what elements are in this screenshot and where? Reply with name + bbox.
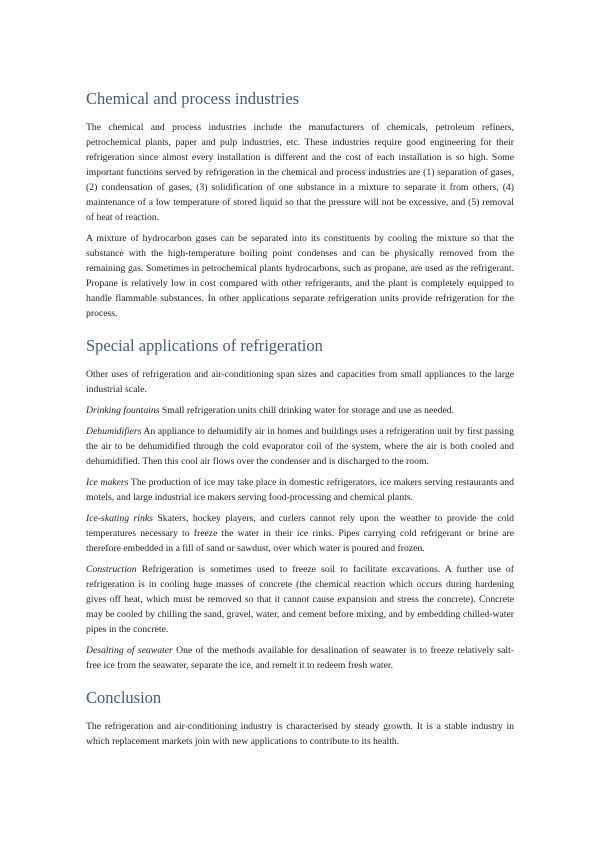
- term-construction: Construction: [86, 564, 137, 575]
- term-ice-makers: Ice makers: [86, 477, 129, 488]
- paragraph-dehumidifiers: [86, 424, 514, 469]
- term-dehumidifiers: Dehumidifiers: [86, 426, 142, 437]
- paragraph-chemical-1: The chemical and process industries include the manufacturers of chemicals, petroleum refiners, petrochemical plants, paper and pulp industries, etc. These industries require good engineering for their refrigeration since almost every installation is different and the cost of each installation is so high. Some important functions served by refrigeration in the chemical and process industries are (1) separation of gases, (2) condensation of gases, (3) solidification of one substance in a mixture to separate it from others, (4) maintenance of a low temperature of stored liquid so that the pressure will not be excessive, and (5) removal of heat of reaction.: [86, 122, 514, 223]
- document-page: [86, 88, 514, 749]
- text-ice-makers: The production of ice may take place in domestic refrigerators, ice makers serving restaurants and motels, and large industrial ice makers serving food-processing and chemical plants.: [86, 477, 514, 503]
- text-dehumidifiers: An appliance to dehumidify air in homes and buildings uses a refrigeration unit by first passing the air to be dehumidified through the cold evaporator coil of the system, where the air is both cooled and dehumidified. Then this cool air flows over the condenser and is discharged to the room.: [86, 426, 514, 467]
- paragraph-special-intro: Other uses of refrigeration and air-conditioning span sizes and capacities from small appliances to the large industrial scale.: [86, 369, 514, 395]
- paragraph-construction: [86, 562, 514, 637]
- text-drinking-fountains: Small refrigeration units chill drinking water for storage and use as needed.: [159, 405, 455, 416]
- text-construction: Refrigeration is sometimes used to freeze soil to facilitate excavations. A further use of refrigeration is in cooling huge masses of concrete (the chemical reaction which occurs during hardening gives off heat, which must be removed so that it cannot cause expansion and stress the concrete). Concrete may be cooled by chilling the sand, gravel, water, and cement before mixing, and by embedding chilled-water pipes in the concrete.: [86, 564, 514, 635]
- paragraph-chemical-2: A mixture of hydrocarbon gases can be separated into its constituents by cooling the mixture so that the substance with the high-temperature boiling point condenses and can be physically removed from the remaining gas. Sometimes in petrochemical plants hydrocarbons, such as propane, are used as the refrigerant. Propane is relatively low in cost compared with other refrigerants, and the plant is completely equipped to handle flammable substances. In other applications separate refrigeration units provide refrigeration for the process.: [86, 233, 514, 319]
- section-heading-special: Special applications of refrigeration: [86, 336, 323, 355]
- text-desalting: One of the methods available for desalination of seawater is to freeze relatively salt-free ice from the seawater, separate the ice, and remelt it to redeem fresh water.: [86, 645, 514, 671]
- section-heading-conclusion: Conclusion: [86, 688, 162, 707]
- term-desalting: Desalting of seawater: [86, 645, 173, 656]
- paragraph-drinking-fountains: [86, 403, 514, 418]
- term-drinking-fountains: Drinking fountains: [86, 405, 160, 416]
- paragraph-conclusion: The refrigeration and air-conditioning industry is characterised by steady growth. It is a stable industry in which replacement markets join with new applications to contribute to its health.: [86, 721, 514, 747]
- section-heading-chemical: Chemical and process industries: [86, 89, 300, 108]
- paragraph-ice-skating-rinks: [86, 511, 514, 556]
- term-ice-skating-rinks: Ice-skating rinks: [86, 513, 153, 524]
- text-ice-skating-rinks: Skaters, hockey players, and curlers cannot rely upon the weather to provide the cold temperatures necessary to freeze the water in their ice rinks. Pipes carrying cold refrigerant or brine are therefore embedded in a fill of sand or sawdust, over which water is poured and frozen.: [86, 513, 514, 554]
- paragraph-ice-makers: [86, 475, 514, 505]
- paragraph-desalting: [86, 643, 514, 673]
